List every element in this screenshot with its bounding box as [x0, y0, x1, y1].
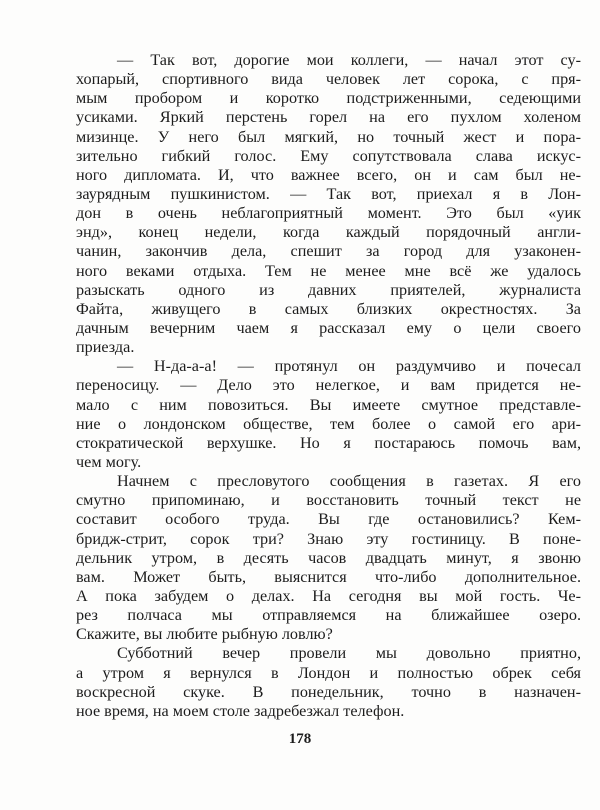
text-line: мым пробором и коротко подстриженными, седеющими: [76, 89, 581, 108]
text-line: ного дипломата. И, что важнее всего, он и сам был не-: [76, 165, 581, 184]
text-line: заурядным пушкинистом. — Так вот, приехал я в Лон-: [76, 184, 581, 203]
text-line: мало с ним повозиться. Вы имеете смутное представле-: [76, 395, 581, 414]
page-number: 178: [288, 731, 312, 747]
text-line: переносицу. — Дело это нелегкое, и вам придется не-: [76, 376, 581, 395]
text-line: дачным вечерним чаем я рассказал ему о цели своего: [76, 318, 581, 337]
paragraph: [76, 472, 581, 644]
text-line: энд», конец недели, когда каждый порядочный англи-: [76, 223, 581, 242]
text-line: усиками. Яркий перстень горел на его пухлом холеном: [76, 108, 581, 127]
text-line: разыскать одного из давних приятелей, журналиста: [76, 280, 581, 299]
paragraph: [76, 644, 581, 721]
text-line: вам. Может быть, выяснится что-либо дополнительное.: [76, 567, 581, 586]
text-line: смутно припоминаю, и восстановить точный текст не: [76, 491, 581, 510]
text-line: ное время, на моем столе задребезжал телефон.: [76, 701, 405, 720]
text-line: мизинце. У него был мягкий, но точный жест и пора-: [76, 127, 581, 146]
text-line: Скажите, вы любите рыбную ловлю?: [76, 625, 333, 644]
text-line: Начнем с пресловутого сообщения в газетах. Я его: [117, 472, 581, 491]
text-line: стократической верхушке. Но я постараюсь помочь вам,: [76, 433, 581, 452]
text-line: — Так вот, дорогие мои коллеги, — начал этот су-: [117, 51, 581, 69]
text-line: А пока забудем о делах. На сегодня вы мой гость. Че-: [76, 586, 581, 605]
text-line: а утром я вернулся в Лондон и полностью обрек себя: [76, 663, 581, 682]
text-line: воскресной скуке. В понедельник, точно в назначен-: [76, 682, 581, 701]
text-line: составит особого труда. Вы где остановились? Кем-: [76, 510, 581, 529]
text-line: дельник утром, в десять часов двадцать минут, я звоню: [76, 548, 581, 567]
text-line: хопарый, спортивного вида человек лет сорока, с пря-: [76, 70, 581, 89]
text-line: рез полчаса мы отправляемся на ближайшее озеро.: [76, 606, 581, 625]
text-line: Субботний вечер провели мы довольно приятно,: [117, 644, 581, 663]
text-line: дон в очень неблагоприятный момент. Это был «уик: [76, 204, 581, 223]
text-line: бридж-стрит, сорок три? Знаю эту гостиницу. В поне-: [76, 529, 581, 548]
text-line: чанин, закончив дела, спешит за город для узаконен-: [76, 242, 581, 261]
text-line: Файта, живущего в самых близких окрестностях. За: [76, 299, 581, 318]
text-line: — Н-да-а-а! — протянул он раздумчиво и почесал: [117, 357, 581, 376]
text-line: ние о лондонском обществе, тем более о самой его ари-: [76, 414, 581, 433]
text-line: зительно гибкий голос. Ему сопутствовала слава искус-: [76, 146, 581, 165]
text-line: ного веками отдыха. Тем не менее мне всё же удалось: [76, 261, 581, 280]
body-text: [76, 51, 581, 721]
paragraph: [76, 357, 581, 472]
text-line: приезда.: [76, 338, 135, 357]
text-line: чем могу.: [76, 452, 142, 471]
paragraph: [76, 51, 581, 357]
